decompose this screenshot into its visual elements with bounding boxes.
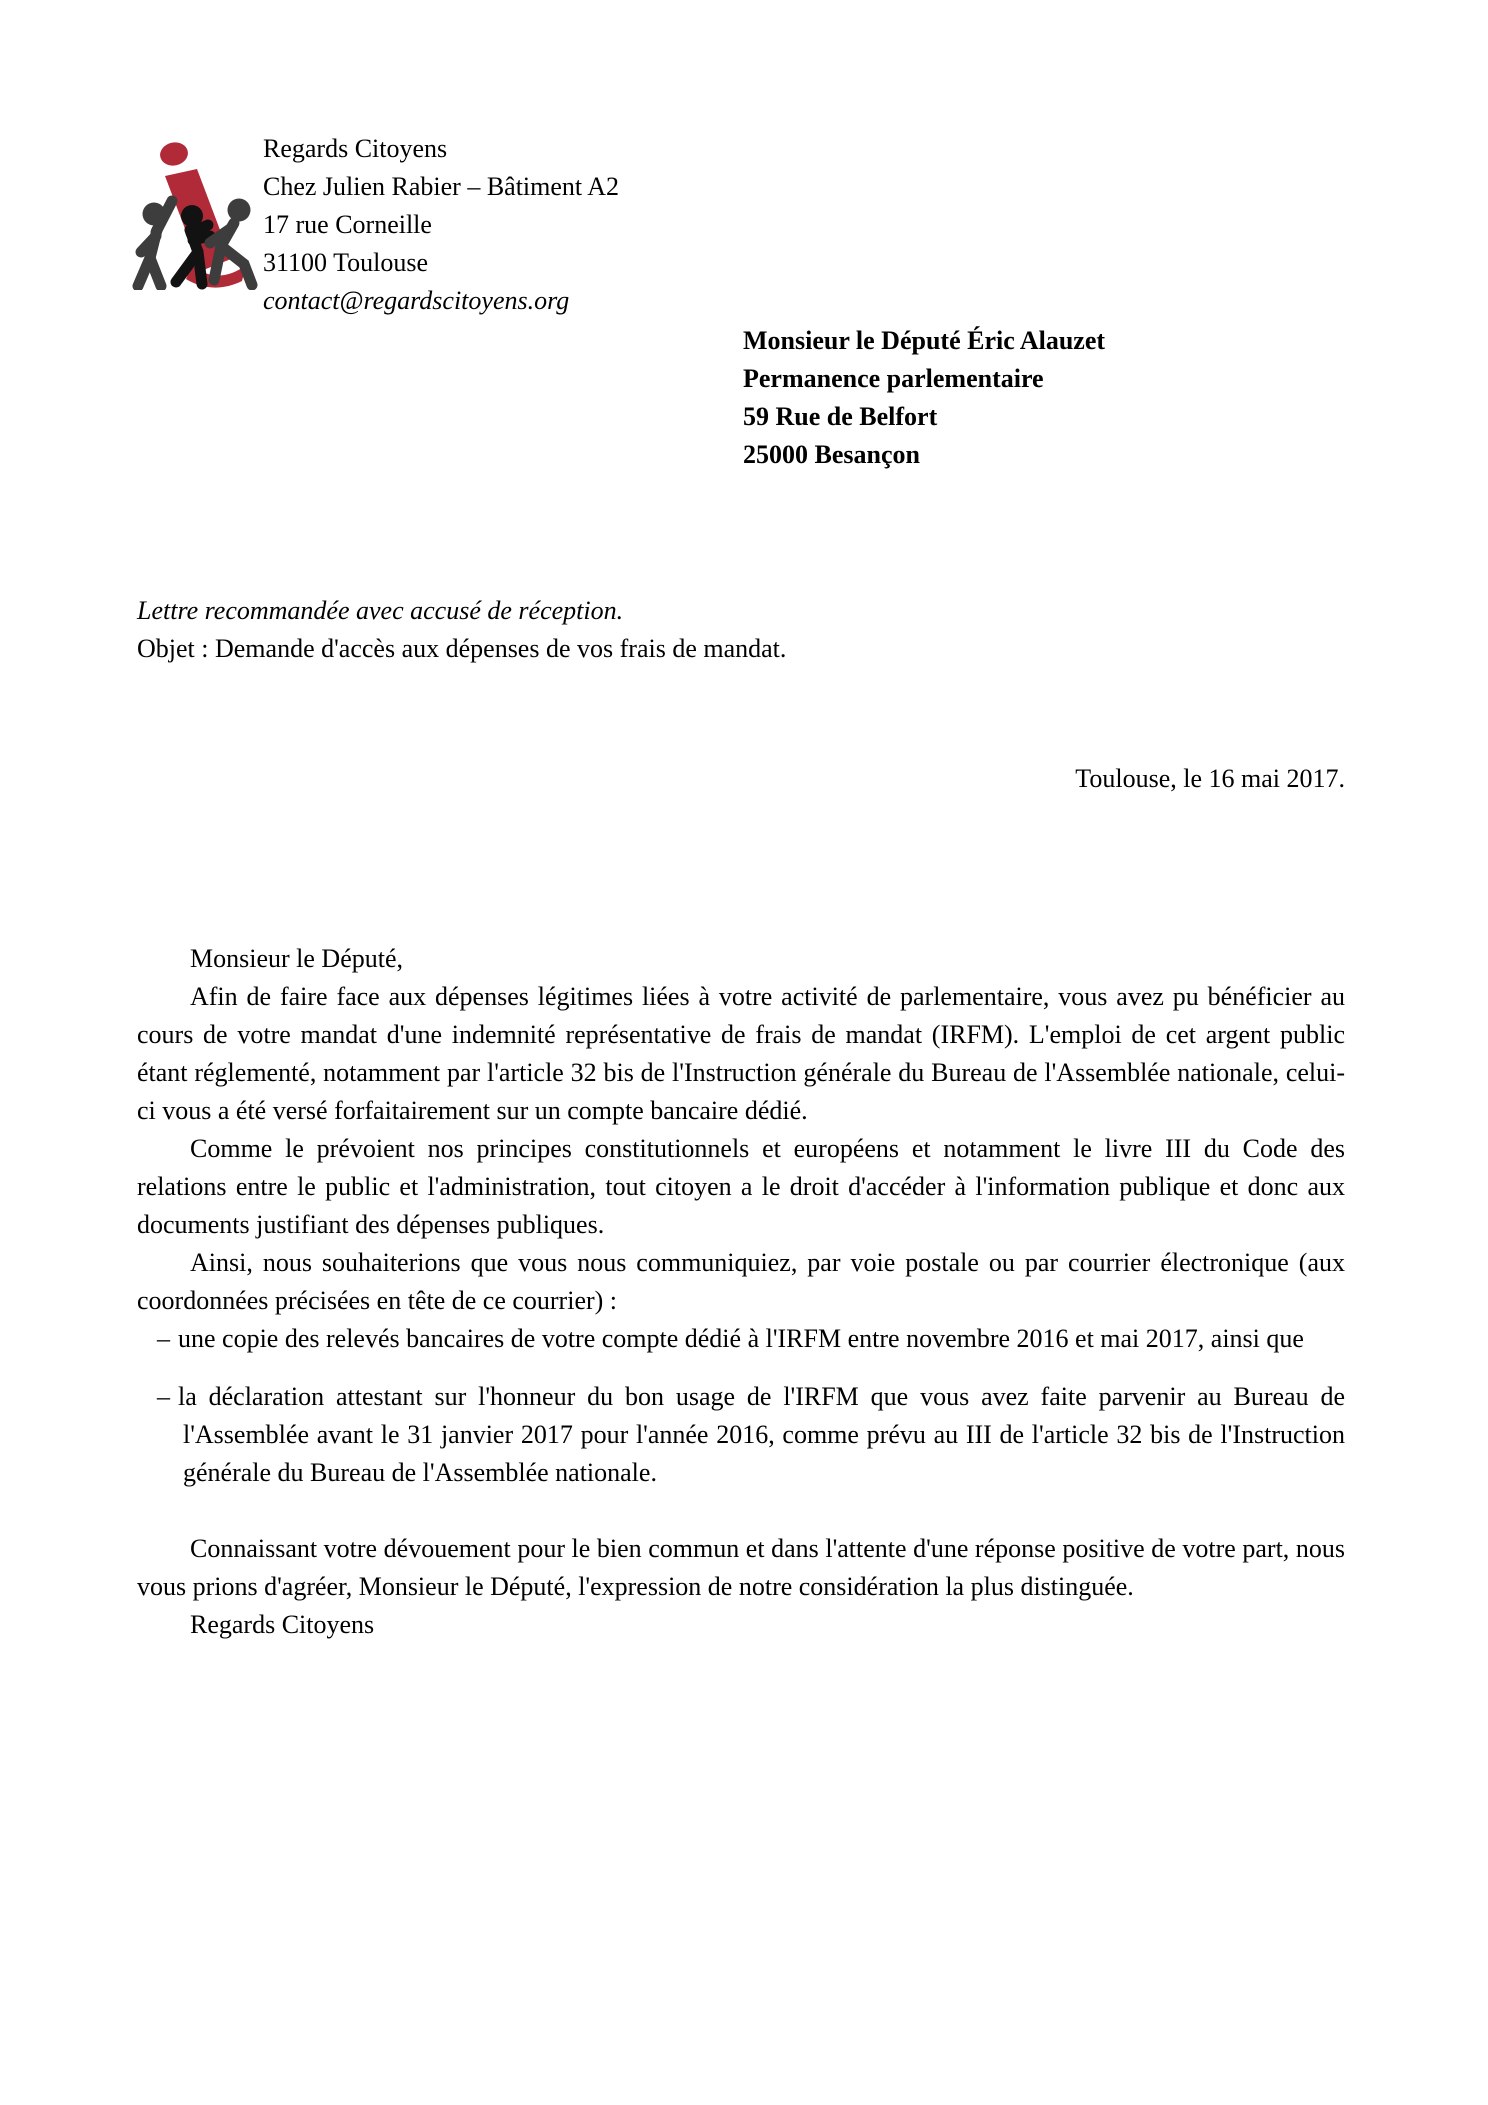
- letter-body: [137, 940, 1345, 1644]
- logo-figure-center-head: [181, 205, 203, 227]
- logo-figure-right-head: [228, 199, 251, 222]
- registered-mail-note: Lettre recommandée avec accusé de réception.: [137, 596, 624, 625]
- list-dash: –: [157, 1324, 170, 1353]
- sender-address: [263, 130, 619, 320]
- salutation: Monsieur le Député,: [190, 944, 404, 973]
- date-line: Toulouse, le 16 mai 2017.: [1075, 764, 1345, 793]
- recipient-office: Permanence parlementaire: [743, 364, 1044, 393]
- recipient-name: Monsieur le Député Éric Alauzet: [743, 326, 1106, 355]
- signature: Regards Citoyens: [190, 1610, 375, 1639]
- list-item-text: une copie des relevés bancaires de votre compte dédié à l'IRFM entre novembre 2016 et mai 2017, ainsi que: [178, 1324, 1304, 1353]
- recipient-address: [743, 322, 1105, 474]
- paragraph-droit-acces: Comme le prévoient nos principes constitutionnels et européens et notamment le livre III du Code des relations entre le public et l'administration, tout citoyen a le droit d'accéder à l'information publique et donc aux documents justifiant des dépenses publiques.: [137, 1134, 1345, 1239]
- list-item-releves: [137, 1320, 1345, 1358]
- sender-name: Regards Citoyens: [263, 134, 448, 163]
- regards-citoyens-logo: [104, 140, 262, 290]
- list-item-declaration: [137, 1378, 1345, 1492]
- recipient-street: 59 Rue de Belfort: [743, 402, 938, 431]
- subject-line: Objet : Demande d'accès aux dépenses de vos frais de mandat.: [137, 634, 787, 663]
- paragraph-politesse: Connaissant votre dévouement pour le bien commun et dans l'attente d'une réponse positive de votre part, nous vous prions d'agréer, Monsieur le Député, l'expression de notre considération la plus distinguée.: [137, 1534, 1345, 1601]
- list-dash: –: [157, 1382, 170, 1411]
- sender-city: 31100 Toulouse: [263, 248, 429, 277]
- sender-email: contact@regardscitoyens.org: [263, 286, 570, 315]
- paragraph-irfm: Afin de faire face aux dépenses légitimes liées à votre activité de parlementaire, vous avez pu bénéficier au cours de votre mandat d'une indemnité représentative de frais de mandat (IRFM). L'emploi de cet argent public étant réglementé, notamment par l'article 32 bis de l'Instruction générale du Bureau de l'Assemblée nationale, celui-ci vous a été versé forfaitairement sur un compte bancaire dédié.: [137, 982, 1345, 1125]
- sender-street-1: Chez Julien Rabier – Bâtiment A2: [263, 172, 619, 201]
- request-list: [137, 1320, 1345, 1492]
- recipient-city: 25000 Besançon: [743, 440, 920, 469]
- reference-block: [137, 592, 786, 668]
- paragraph-demande: Ainsi, nous souhaiterions que vous nous communiquiez, par voie postale ou par courrier électronique (aux coordonnées précisées en tête de ce courrier) :: [137, 1248, 1345, 1315]
- sender-street-2: 17 rue Corneille: [263, 210, 432, 239]
- logo-figure-left-head: [143, 203, 166, 226]
- list-item-text: la déclaration attestant sur l'honneur du bon usage de l'IRFM que vous avez faite parvenir au Bureau de l'Assemblée avant le 31 janvier 2017 pour l'année 2016, comme prévu au III de l'article 32 bis de l'Instruction générale du Bureau de l'Assemblée nationale.: [178, 1382, 1345, 1487]
